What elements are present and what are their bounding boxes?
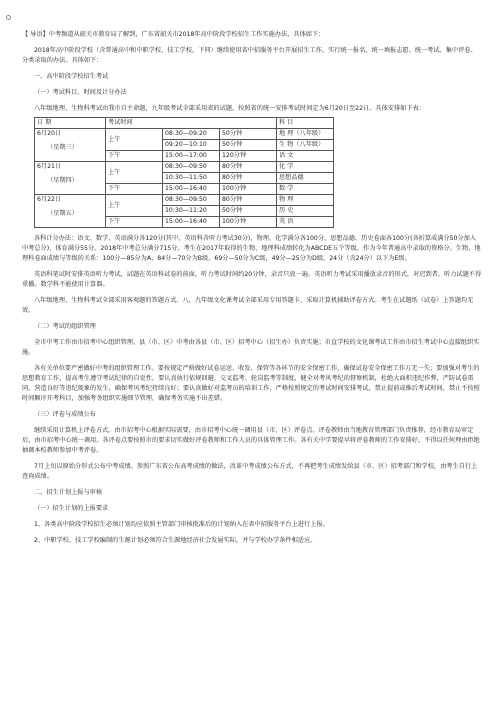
period-cell: 上午 <box>106 162 163 184</box>
day-date: 6月20日 <box>37 130 62 137</box>
table-row <box>35 162 334 173</box>
subject-cell: 地 理（八年级） <box>277 129 334 140</box>
time-cell: 10:30—11:20 <box>163 206 220 217</box>
day-date: 6月21日 <box>37 163 62 170</box>
list-item: 1、各类高中阶段学校招生必须计划均应依照主管部门审核批准后的计划纳入在省中招服务平台上进行上报。 <box>34 521 329 528</box>
subject-cell: 数 学 <box>277 184 334 195</box>
paragraph-organization: 全市中考工作由市招考中心组织管理。县（市、区）中考由各县（市、区）招考中心（招生办）负责实施；市直学校的文化课考试工作由市招生考试中心直接组织实施。 <box>22 339 480 356</box>
period-cell: 上午 <box>106 195 163 217</box>
paragraph-scoring: 各科计分办法：语文、数学、英语满分各120分(其中，英语科含听力考试30分)，物理、化学满分各100分，思想品德、历史卷面各100分(各折算成满分50分加入中考总分)，体育满分55分。2018年中考总分满分715分。考生在2017年取得的生物、地理科成绩转化为ABCDE五个等级，作为今年普通高中录取的资格分。生物、地理科卷面成绩与等级的关系：100分—85分为A，84分—70分为B级，69分—50分为C级，49分—25分为D级，24分（含24分）以下为E级。 <box>22 235 481 262</box>
period-cell: 上午 <box>106 129 163 151</box>
duration-cell: 50分钟 <box>220 206 277 217</box>
paragraph-schedule-intro: 八年级地理、生物科考试由我市自主命题，九年级考试全部采用省的试题，按照省的统一安排考试时间定为6月20日至22日。具体安排如下表： <box>34 105 425 112</box>
time-cell: 15:00—16:40 <box>163 217 220 228</box>
header-subject: 科 目 <box>277 118 334 129</box>
duration-cell: 50分钟 <box>220 140 277 151</box>
day-weekday: （星期四） <box>47 177 78 184</box>
period-cell: 下午 <box>106 151 163 162</box>
day-date: 6月22日 <box>37 196 62 203</box>
exam-schedule-table <box>34 117 334 228</box>
duration-cell: 50分钟 <box>220 129 277 140</box>
intro-text: 【 导语】中考频道从韶关市教育局了解到，广东省韶关市2018年高中阶段学校招生工作实施办法，具体如下： <box>22 31 325 38</box>
time-cell: 15:00—16:40 <box>163 184 220 195</box>
day-cell <box>35 195 106 228</box>
paragraph-security: 各有关单位要严密做好中考的组织管理工作。要按规定严格做好试卷运送、收发、保管等各环节的安全保密工作，确保试卷安全保密工作万无一失；要加强对考生的思想教育工作，提高考生遵守考试纪律的自觉性，要认真执行依规回避、交叉监考、轮岗监考等制度，健全对考风考纪的督察机制，杜绝大面积违纪作弊，严防试卷雷同，营造良好等违纪现象的发生，确保考风考纪持续良好；要认真做好对监考员的培训工作，严格按照规定的考试时间安排考试，禁止提前或推后考试时间，禁止不按照时间顺序开考科目，加强考务组织实施细节管理，确保考务实施不出差错。 <box>22 365 480 402</box>
subject-cell: 化 学 <box>277 162 334 173</box>
duration-cell: 80分钟 <box>220 162 277 173</box>
header-time: 考试时间 <box>106 118 277 129</box>
duration-cell: 100分钟 <box>220 184 277 195</box>
subject-cell: 物 理 <box>277 195 334 206</box>
subject-cell: 英 语 <box>277 217 334 228</box>
day-weekday: （星期五） <box>47 210 78 217</box>
day-cell <box>35 162 106 195</box>
period-cell: 下午 <box>106 184 163 195</box>
list-item: 2、中职学校、技工学校编制的生源计划必须符合生源地经济社会发展实际，并与学校办学条件相适应。 <box>34 537 317 544</box>
table-header-row <box>35 118 334 129</box>
time-cell: 09:20—10:10 <box>163 140 220 151</box>
paragraph-overview: 2018年高中阶段学校（含普通高中和中职学校、技工学校，下同）继续使用省中招服务平台开展招生工作，实行统一报名、统一填报志愿、统一考试、集中评卷、分类录取的办法。具体如下： <box>22 47 477 64</box>
heading-plan: 二、招生计划上报与审核 <box>34 489 103 496</box>
bullet-marker-icon <box>6 15 11 20</box>
heading-exam: 一、高中阶段学校招生考试 <box>34 73 109 80</box>
time-cell: 08:30—09:50 <box>163 195 220 206</box>
time-cell: 15:00—17:00 <box>163 151 220 162</box>
duration-cell: 80分钟 <box>220 173 277 184</box>
subheading-subjects: （一）考试科目、时间及计分办法 <box>34 89 127 96</box>
paragraph-answer-sheet: 八年级地理、生物科考试全部采用客观题的答题方式。八、九年级文化课考试全部采用专用答题卡，采取计算机辅助评卷方式。考生在试题纸（试卷）上答题均无效。 <box>22 297 474 314</box>
time-cell: 08:30—09:50 <box>163 162 220 173</box>
paragraph-grading: 继续采用计算机上评卷方式。由市招考中心根据实际需要，由市招考中心统一调用县（市、区）评卷点。评卷教师由当地教育管理部门负责推荐，经市教育局审定后，由市招考中心统一调用。各评卷点要按照市的要求切实做好评卷教师和工作人员的具体管理工作。各有关中学要提早将评卷教师的工作安排好，不得以任何理由拒绝抽调本校教师参加中考评卷。 <box>22 427 480 454</box>
day-weekday: （星期三） <box>47 144 78 151</box>
subject-cell: 语 文 <box>277 151 334 162</box>
subheading-grading: （三）评卷与成绩公布 <box>34 411 96 418</box>
period-cell: 下午 <box>106 217 163 228</box>
duration-cell: 100分钟 <box>220 217 277 228</box>
duration-cell: 80分钟 <box>220 195 277 206</box>
paragraph-results: 7月上旬以原始分形式公布中考成绩。参照广东省公布高考成绩的做法，改革中考成绩公布方式，不再把考生成绩发给县（市、区）招考部门和学校，由考生自行上查询成绩。 <box>22 463 478 480</box>
subject-cell: 生 物（八年级） <box>277 140 334 151</box>
header-date: 日 期 <box>35 118 106 129</box>
time-cell: 10:30—11:50 <box>163 173 220 184</box>
subject-cell: 历 史 <box>277 206 334 217</box>
duration-cell: 120分钟 <box>220 151 277 162</box>
paragraph-listening: 英语科笔试时安排英语听力考试，试题在英语科试卷的前面，听力考试时间约20分钟，录音只放一遍。英语听力考试采用播放录音的形式，对迟到者，听力试题不得重播。数学科不能使用计算器。 <box>22 271 482 288</box>
subheading-plan-requirements: （一）招生计划的上报要求 <box>34 505 109 512</box>
time-cell: 08:30—09:20 <box>163 129 220 140</box>
subheading-management: （二）考试的组织管理 <box>34 323 96 330</box>
subject-cell: 思想品德 <box>277 173 334 184</box>
day-cell <box>35 129 106 162</box>
table-row <box>35 129 334 140</box>
table-row <box>35 195 334 206</box>
